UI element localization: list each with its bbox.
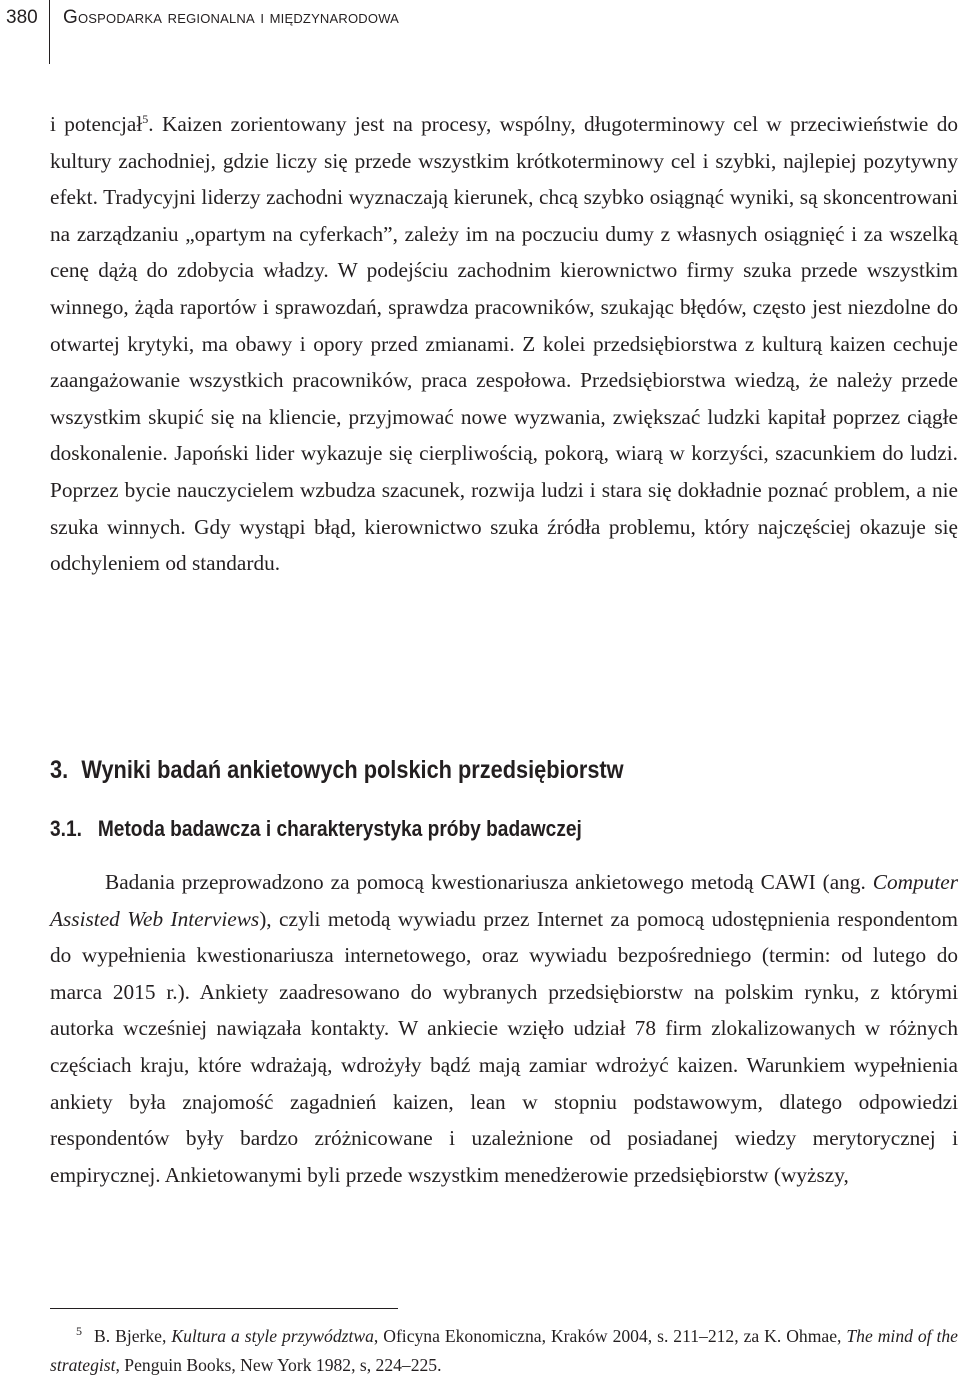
section-title: Wyniki badań ankietowych polskich przedsiębiorstw	[81, 756, 624, 784]
paragraph-italic-term: Computer Assisted Web Interviews	[50, 870, 958, 931]
running-header	[0, 0, 960, 64]
footnote-italic-title: Kultura a style przywództwa	[171, 1326, 374, 1346]
running-title: Gospodarka regionalna i międzynarodowa	[63, 7, 400, 28]
subsection-heading	[50, 815, 582, 843]
header-divider	[49, 0, 50, 64]
footnote: 5 B. Bjerke, Kultura a style przywództwa, Oficyna Ekonomiczna, Kraków 2004, s. 211–212, za K. Ohmae, The mind of the strategist, Penguin Books, New York 1982, s, 224–225.	[50, 1324, 958, 1375]
paragraph-text: i potencjał	[50, 112, 143, 136]
footnote-reference[interactable]: 5	[142, 111, 149, 126]
footnote-text: , Penguin Books, New York 1982, s, 224–225.	[115, 1355, 442, 1375]
footnote-text: B. Bjerke,	[94, 1326, 172, 1346]
subsection-number: 3.1.	[50, 816, 82, 841]
paragraph-text: . Kaizen zorientowany jest na procesy, wspólny, długoterminowy cel w przeciwieństwie do kultury zachodniej, gdzie liczy się przede wszystkim krótkoterminowy cel i szybki, najlepiej pozytywny efekt. Tradycyjni liderzy zachodni wyznaczają kierunek, chcą szybko osiągnąć wyniki, są skoncentrowani na zarządzaniu „opartym na cyferkach”, zależy im na poczuciu dumy z własnych osiągnięć i za wszelką cenę dążą do zdobycia władzy. W podejściu zachodnim kierownictwo firmy szuka przede wszystkim winnego, żąda raportów i sprawozdań, sprawdza pracowników, szukając błędów, często jest niezdolne do otwartej krytyki, ma obawy i opory przed zmianami. Z kolei przedsiębiorstwa z kulturą kaizen cechuje zaangażowanie wszystkich pracowników, praca zespołowa. Przedsiębiorstwa wiedzą, że należy przede wszystkim skupić się na kliencie, przyjmować nowe wyzwania, zwiększać ludzki kapitał poprzez ciągłe doskonalenie. Japoński lider wykazuje się cierpliwością, pokorą, wiarą w korzyści, szacunkiem do ludzi. Poprzez bycie nauczycielem wzbudza szacunek, rozwija ludzi i stara się dokładnie poznać problem, a nie szuka winnych. Gdy wystąpi błąd, kierownictwo szuka źródła problemu, który najczęściej okazuje się odchyleniem od standardu.	[50, 112, 958, 576]
section-heading	[50, 755, 624, 785]
footnote-text: , Oficyna Ekonomiczna, Kraków 2004, s. 211–212, za K. Ohmae,	[373, 1326, 847, 1346]
paragraph-research-method	[50, 864, 958, 1193]
page-number: 380	[6, 7, 38, 28]
subsection-title: Metoda badawcza i charakterystyka próby badawczej	[97, 816, 582, 841]
paragraph-text: Badania przeprowadzono za pomocą kwestionariusza ankietowego metodą CAWI (ang.	[105, 870, 873, 894]
footnote-italic-title: The mind of the strategist	[50, 1326, 958, 1375]
paragraph-text: ), czyli metodą wywiadu przez Internet za pomocą udostępnienia respondentom do wypełnienia kwestionariusza internetowego, oraz wywiadu bezpośredniego (termin: od lutego do marca 2015 r.). Ankiety zaadresowano do wybranych przedsiębiorstw na polskim rynku, z którymi autorka wcześniej nawiązała kontakty. W ankiecie wzięło udział 78 firm zlokalizowanych w różnych częściach kraju, które wdrażają, wdrożyły bądź mają zamiar wdrożyć kaizen. Warunkiem wypełnienia ankiety była znajomość zagadnień kaizen, lean w stopniu podstawowym, dlatego odpowiedzi respondentów były bardzo zróżnicowane i uzależnione od posiadanej wiedzy merytorycznej i empirycznej. Ankietowanymi byli przede wszystkim menedżerowie przedsiębiorstw (wyższy,	[50, 906, 958, 1187]
paragraph-kaizen-vs-western	[50, 106, 958, 582]
footnote-divider	[50, 1308, 398, 1309]
section-number: 3.	[50, 756, 69, 784]
